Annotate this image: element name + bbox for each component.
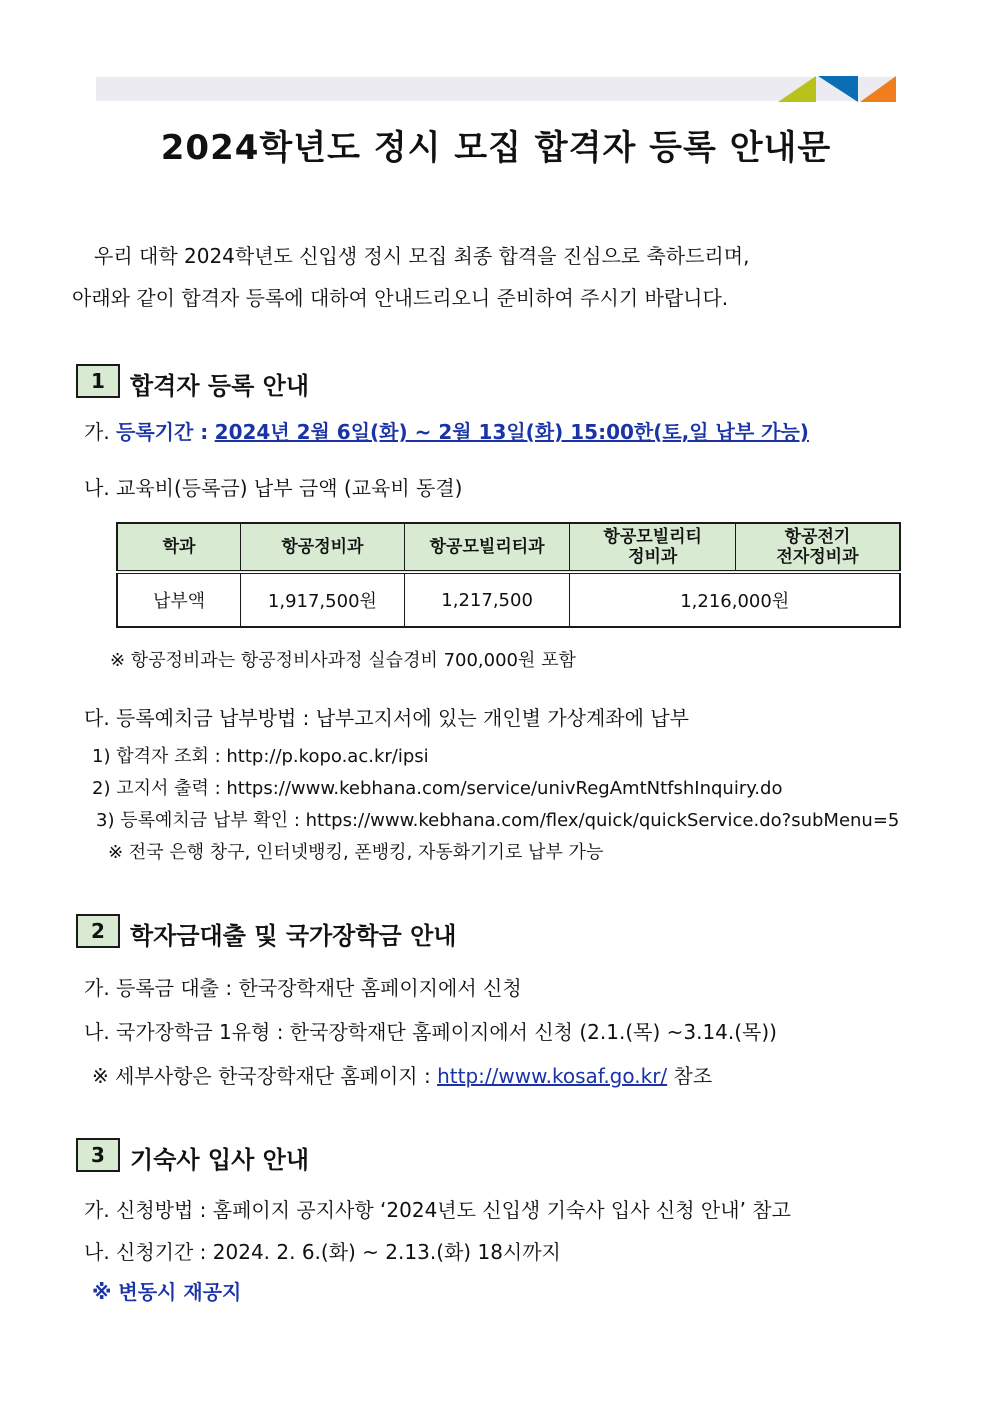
scholarship-note-prefix: ※ 세부사항은 한국장학재단 홈페이지 :	[92, 1064, 431, 1088]
table-header-cell: 항공모빌리티과	[404, 523, 570, 572]
section-2-title: 학자금대출 및 국가장학금 안내	[130, 922, 457, 950]
section-1-item-na: 나. 교육비(등록금) 납부 금액 (교육비 동결)	[84, 476, 463, 500]
section-3-item-na: 나. 신청기간 : 2024. 2. 6.(화) ~ 2.13.(화) 18시까지	[84, 1240, 561, 1264]
section-2-item-na: 나. 국가장학금 1유형 : 한국장학재단 홈페이지에서 신청 (2.1.(목) ~3.14.(목))	[84, 1020, 777, 1044]
table-row-label: 납부액	[117, 572, 241, 627]
kosaf-link[interactable]: http://www.kosaf.go.kr/	[437, 1064, 668, 1088]
section-1-title: 합격자 등록 안내	[130, 372, 309, 400]
sub-item-2[interactable]: 2) 고지서 출력 : https://www.kebhana.com/service/univRegAmtNtfshInquiry.do	[92, 778, 783, 799]
table-cell: 1,917,500원	[241, 572, 405, 627]
table-note: ※ 항공정비과는 항공정비사과정 실습경비 700,000원 포함	[110, 650, 576, 671]
table-cell: 1,216,000원	[570, 572, 900, 627]
table-header-cell: 항공모빌리티 정비과	[570, 523, 736, 572]
item-ga-prefix: 가.	[84, 420, 110, 444]
section-2-number: 2	[76, 914, 120, 948]
document-title: 2024학년도 정시 모집 합격자 등록 안내문	[160, 128, 832, 168]
scholarship-note-suffix: 참조	[673, 1064, 713, 1088]
table-header-cell: 항공전기 전자정비과	[735, 523, 900, 572]
section-2-item-ga: 가. 등록금 대출 : 한국장학재단 홈페이지에서 신청	[84, 976, 522, 1000]
change-notice: ※ 변동시 재공지	[92, 1280, 242, 1304]
section-1-number: 1	[76, 364, 120, 398]
sub-item-1[interactable]: 1) 합격자 조회 : http://p.kopo.ac.kr/ipsi	[92, 746, 429, 767]
section-3-number: 3	[76, 1138, 120, 1172]
tuition-table	[116, 522, 901, 628]
registration-period-value: 2024년 2월 6일(화) ~ 2월 13일(화) 15:00한(토,일 납부 가능)	[214, 420, 809, 444]
sub-item-3[interactable]: 3) 등록예치금 납부 확인 : https://www.kebhana.com/flex/quick/quickService.do?subMenu=5	[96, 810, 900, 831]
table-cell: 1,217,500	[404, 572, 570, 627]
table-row	[117, 572, 900, 627]
header-band	[96, 77, 896, 101]
table-header-cell: 학과	[117, 523, 241, 572]
section-1-item-da: 다. 등록예치금 납부방법 : 납부고지서에 있는 개인별 가상계좌에 납부	[84, 706, 689, 730]
decorative-logo-icon	[778, 76, 896, 102]
table-header-row	[117, 523, 900, 572]
registration-period-label: 등록기간 :	[116, 420, 209, 444]
intro-line-2: 아래와 같이 합격자 등록에 대하여 안내드리오니 준비하여 주시기 바랍니다.	[72, 286, 729, 310]
intro-line-1: 우리 대학 2024학년도 신입생 정시 모집 최종 합격을 진심으로 축하드리며,	[94, 244, 750, 268]
section-1-item-ga	[84, 416, 809, 445]
section-3-item-ga: 가. 신청방법 : 홈페이지 공지사항 ‘2024년도 신입생 기숙사 입사 신청 안내’ 참고	[84, 1198, 791, 1222]
section-3-title: 기숙사 입사 안내	[130, 1146, 309, 1174]
payment-note: ※ 전국 은행 창구, 인터넷뱅킹, 폰뱅킹, 자동화기기로 납부 가능	[108, 842, 604, 863]
table-header-cell: 항공정비과	[241, 523, 405, 572]
scholarship-note	[92, 1060, 712, 1089]
